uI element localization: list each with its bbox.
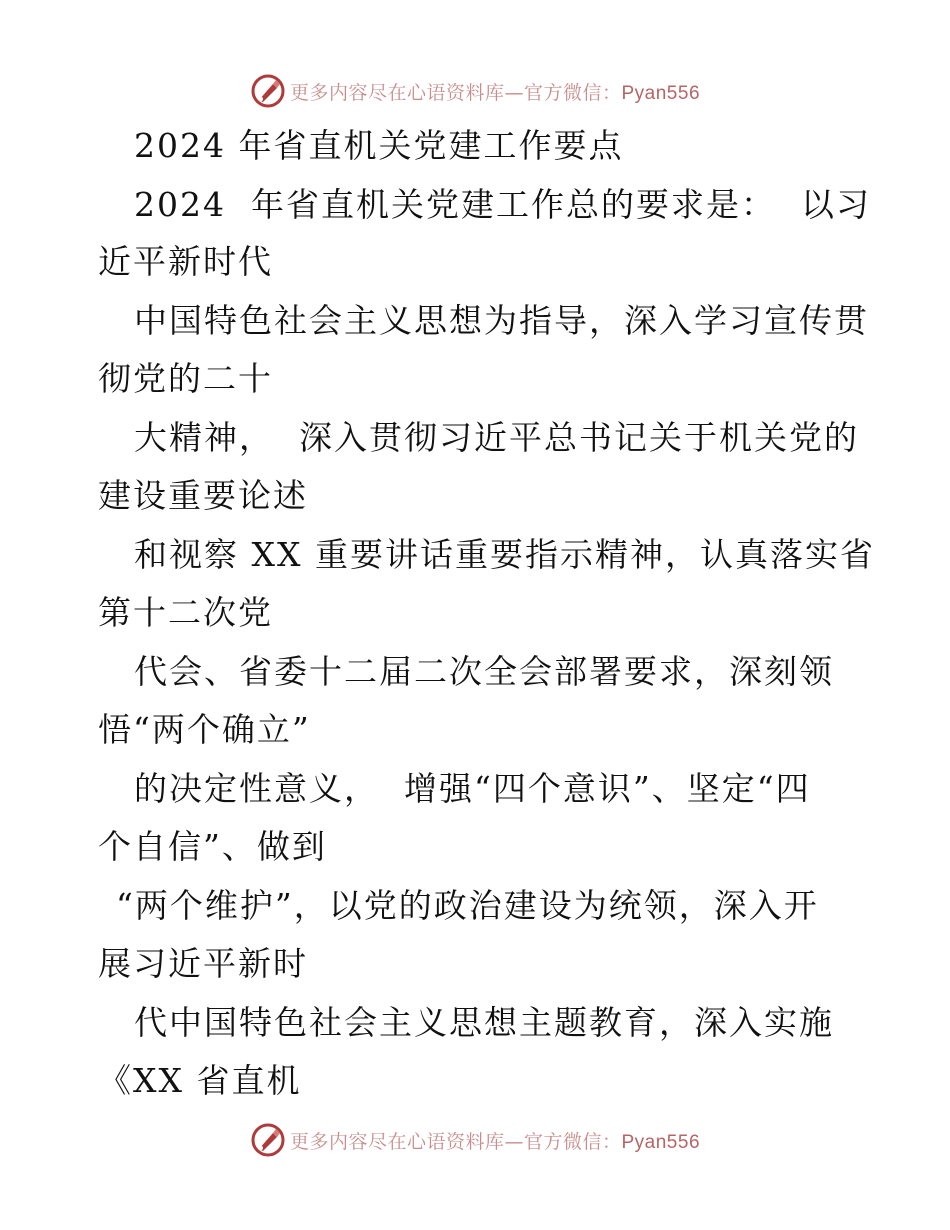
paragraph-line: 和视察 XX 重要讲话重要指示精神，认真落实省 [134,535,875,574]
pen-logo-icon [250,1122,286,1158]
paragraph-line: 大精神， 深入贯彻习近平总书记关于机关党的 [134,418,859,457]
watermark-label: 更多内容尽在心语资料库—官方微信： [289,81,622,104]
watermark-label: 更多内容尽在心语资料库—官方微信： [289,1130,622,1153]
paragraph-line: “两个维护”，以党的政治建设为统领，深入开 [116,886,819,925]
watermark-text [290,78,700,105]
paragraph-line: 中国特色社会主义思想为指导，深入学习宣传贯 [134,301,869,340]
paragraph-line: 近平新时代 [98,242,273,281]
paragraph-line: 2024 年省直机关党建工作总的要求是： 以习 [134,185,871,224]
paragraph-line: 展习近平新时 [98,944,308,983]
document-title: 2024 年省直机关党建工作要点 [134,126,624,165]
paragraph-line: 个自信”、做到 [98,827,327,866]
watermark-text [290,1127,700,1154]
paragraph-line: 的决定性意义， 增强“四个意识”、坚定“四 [134,769,811,808]
paragraph-line: 悟“两个确立” [98,710,311,749]
header-watermark [0,71,950,111]
footer-watermark [0,1120,950,1160]
paragraph-line: 彻党的二十 [98,359,273,398]
paragraph-line: 建设重要论述 [98,476,308,515]
paragraph-line: 《XX 省直机 [98,1061,302,1100]
paragraph-line: 代会、省委十二届二次全会部署要求，深刻领 [134,652,834,691]
paragraph-line: 代中国特色社会主义思想主题教育，深入实施 [134,1003,834,1042]
pen-logo-icon [250,73,286,109]
watermark-wechat-id: Pyan556 [621,82,701,104]
paragraph-line: 第十二次党 [98,593,273,632]
watermark-wechat-id: Pyan556 [621,1131,701,1153]
